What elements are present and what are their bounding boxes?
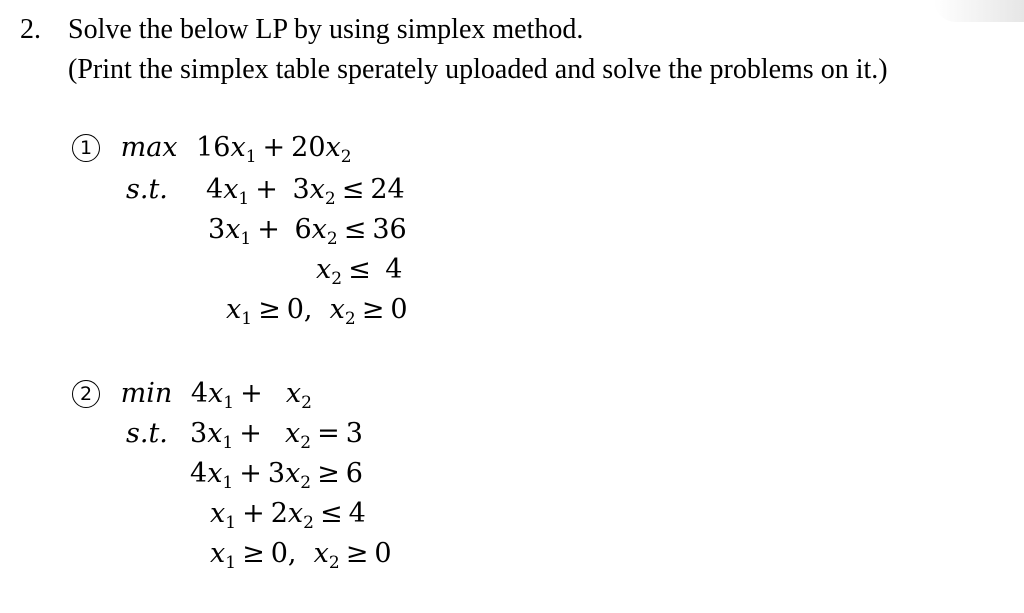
question-instruction: Solve the below LP by using simplex method.: [68, 14, 584, 45]
coef: 4: [190, 378, 209, 409]
question-number: 2.: [20, 14, 41, 45]
problem-2-objective: 2 $\min 4x_1 + x_2$: [72, 380, 312, 412]
problem-2-marker: 2: [72, 380, 100, 408]
problem-1-nonnegativity: $x_1 \ge 0$, $x_2 \ge 0$: [226, 294, 408, 329]
objective-type: max: [120, 132, 178, 163]
problem-1-constraint-3: $x_2 \le 4$: [316, 254, 403, 289]
coef: 20: [291, 132, 326, 163]
problem-2-constraint-1: $3x_1 + x_2 = 3$: [190, 418, 363, 453]
problem-2-st-label: s.t.: [126, 418, 168, 449]
problem-2-nonnegativity: $x_1 \ge 0$, $x_2 \ge 0$: [210, 538, 392, 573]
problem-1-constraint-2: $3x_1 + 6x_2 \le 36$: [208, 214, 407, 249]
problem-1-objective: 1 $\max 16x_1 + 20x_2$: [72, 134, 352, 166]
problem-2-constraint-2: $4x_1 + 3x_2 \ge 6$: [190, 458, 363, 493]
window-edge-shadow: [934, 0, 1024, 22]
question-note: (Print the simplex table sperately uploaded and solve the problems on it.): [68, 54, 888, 85]
problem-1-constraint-1: $4x_1 + 3x_2 \le 24$: [206, 174, 405, 209]
problem-2-constraint-3: $x_1 + 2x_2 \le 4$: [210, 498, 366, 533]
objective-type: min: [120, 378, 173, 409]
coef: 16: [196, 132, 231, 163]
problem-1-marker: 1: [72, 134, 100, 162]
problem-1-st-label: s.t.: [126, 174, 168, 205]
